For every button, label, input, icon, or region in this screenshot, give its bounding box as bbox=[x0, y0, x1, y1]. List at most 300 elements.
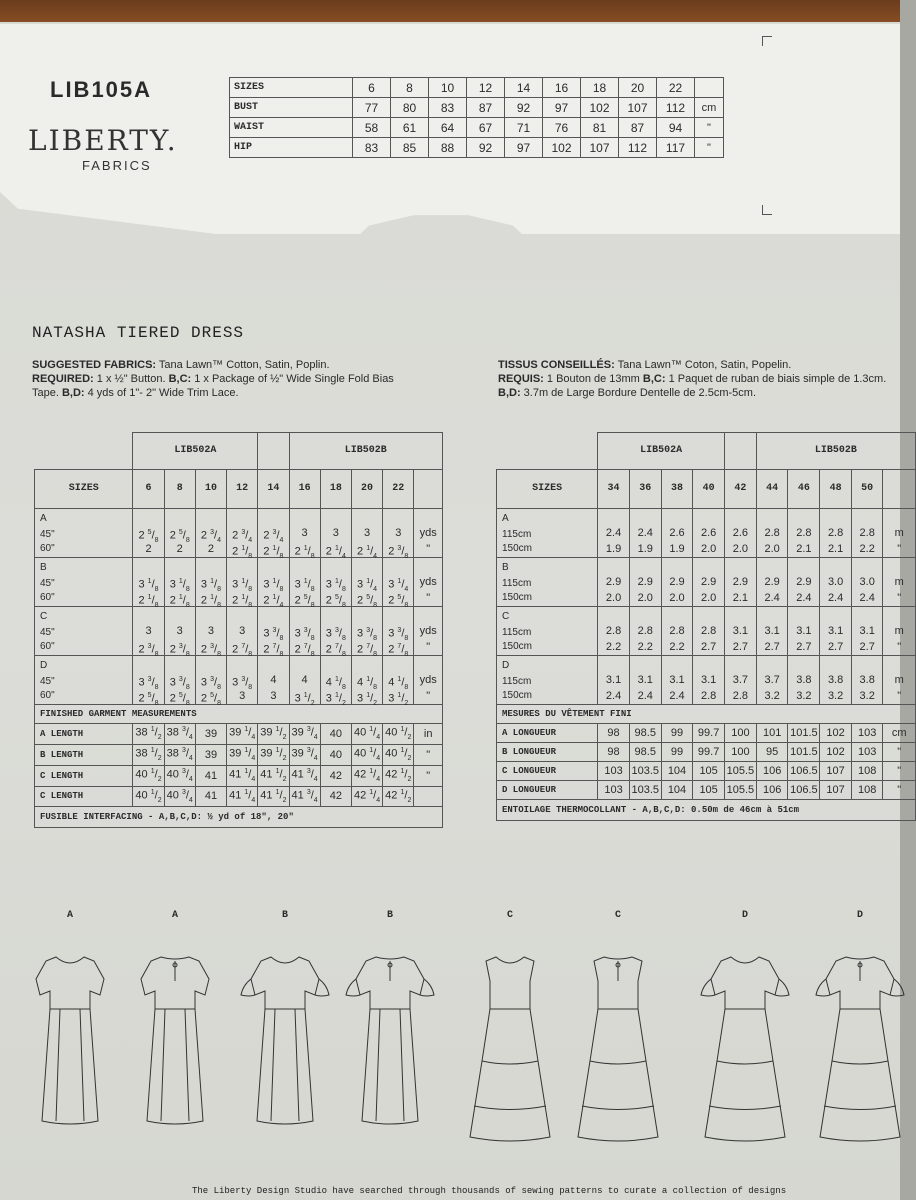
fabrics-line bbox=[32, 358, 452, 372]
yardage-table-french bbox=[496, 432, 916, 821]
yardage-value-1: 3.8 bbox=[827, 674, 844, 686]
yardage-value-1: 3 bbox=[145, 625, 152, 637]
yardage-value-1: 3 $^1/_8$ bbox=[325, 578, 346, 593]
unit-2: " bbox=[426, 641, 431, 653]
yardage-value-1: 3 bbox=[176, 625, 183, 637]
yardage-value-2: 2.4 bbox=[827, 592, 844, 604]
length-value-cell: 38 $^1/_2$ bbox=[133, 724, 164, 745]
yardage-cell bbox=[351, 558, 382, 607]
unit-1: yds bbox=[419, 625, 437, 637]
yardage-value-1: 2.8 bbox=[637, 625, 653, 637]
length-row bbox=[35, 744, 443, 765]
yardage-cell bbox=[693, 656, 725, 705]
yardage-value-2: 3 bbox=[239, 690, 246, 702]
yardage-value-1: 2.8 bbox=[669, 625, 685, 637]
value-cell: 97 bbox=[505, 138, 543, 158]
sizes-label: SIZES bbox=[497, 470, 598, 509]
size-header-cell: 18 bbox=[320, 470, 351, 509]
yardage-value-1: 3.0 bbox=[859, 576, 875, 588]
value-cell: 107 bbox=[619, 98, 657, 118]
unit-cell: " bbox=[414, 765, 443, 786]
yardage-value-1: 4 bbox=[270, 674, 277, 686]
pattern-code: LIB105A bbox=[50, 77, 153, 102]
yardage-cell bbox=[820, 656, 852, 705]
length-label: A LONGUEUR bbox=[497, 724, 598, 743]
garment-view bbox=[125, 910, 225, 1150]
yardage-value-1: 3.1 bbox=[827, 625, 844, 637]
yardage-value-2: 2.0 bbox=[764, 543, 780, 555]
length-value-cell: 106.5 bbox=[788, 762, 820, 781]
length-value-cell: 101.5 bbox=[788, 743, 820, 762]
length-value-cell: 39 $^3/_4$ bbox=[289, 744, 320, 765]
yardage-cell bbox=[756, 558, 788, 607]
group-divider bbox=[258, 433, 289, 470]
yardage-value-1: 3.7 bbox=[764, 674, 780, 686]
view-label-cell bbox=[497, 509, 598, 558]
finished-measurements-label: MESURES DU VÊTEMENT FINI bbox=[497, 705, 916, 724]
yardage-value-1: 2.4 bbox=[637, 527, 653, 539]
value-cell: 77 bbox=[353, 98, 391, 118]
value-cell: 61 bbox=[391, 118, 429, 138]
yardage-value-2: 2.0 bbox=[700, 543, 717, 555]
view-letter: B bbox=[281, 910, 288, 921]
yardage-value-2: 2.2 bbox=[859, 543, 875, 555]
yardage-cell bbox=[693, 509, 725, 558]
bd-line bbox=[498, 386, 900, 400]
yardage-value-2: 1.9 bbox=[669, 543, 685, 555]
yardage-value-1: 4 $^1/_8$ bbox=[357, 676, 378, 691]
yardage-value-2: 2.7 bbox=[827, 641, 844, 653]
yardage-value-1: 2 $^3/_4$ bbox=[263, 529, 284, 544]
yardage-value-2: 2 $^1/_8$ bbox=[138, 594, 159, 609]
yardage-value-1: 3.1 bbox=[732, 625, 749, 637]
yardage-cell bbox=[133, 656, 164, 705]
yardage-cell bbox=[383, 509, 414, 558]
value-cell: 107 bbox=[581, 138, 619, 158]
required-label: REQUIRED: bbox=[32, 373, 94, 385]
yardage-value-1: 3.7 bbox=[732, 674, 749, 686]
value-cell: 83 bbox=[429, 98, 467, 118]
yardage-cell bbox=[788, 656, 820, 705]
yardage-value-2: 3.2 bbox=[859, 690, 875, 702]
yardage-value-1: 2.6 bbox=[669, 527, 685, 539]
unit-header-cell bbox=[414, 470, 443, 509]
yardage-cell bbox=[629, 656, 661, 705]
yardage-cell bbox=[133, 558, 164, 607]
yardage-cell bbox=[756, 607, 788, 656]
yardage-cell bbox=[788, 558, 820, 607]
length-value-cell: 41 bbox=[195, 786, 226, 807]
view-letter: D bbox=[502, 660, 510, 671]
unit-cell bbox=[414, 558, 443, 607]
yardage-cell bbox=[289, 607, 320, 656]
length-label: C LENGTH bbox=[35, 786, 133, 807]
size-header-cell: 48 bbox=[820, 470, 852, 509]
yardage-value-2: 1.9 bbox=[637, 543, 653, 555]
footer-text: The Liberty Design Studio have searched through thousands of sewing patterns to curate a collection of designs bbox=[192, 1186, 787, 1196]
garment-view bbox=[695, 910, 795, 1150]
yardage-value-2: 3.2 bbox=[764, 690, 780, 702]
length-value-cell: 41 $^1/_2$ bbox=[258, 765, 289, 786]
bc-text: 1 Paquet de ruban de biais simple de 1.3cm. bbox=[665, 373, 887, 385]
yardage-value-2: 2.4 bbox=[637, 690, 653, 702]
length-value-cell: 107 bbox=[820, 762, 852, 781]
yardage-value-2: 2.1 bbox=[827, 543, 844, 555]
yardage-value-1: 2.8 bbox=[764, 527, 780, 539]
yardage-value-1: 3 $^1/_4$ bbox=[357, 578, 378, 593]
yardage-value-1: 3 $^1/_8$ bbox=[200, 578, 221, 593]
yardage-value-2: 2 $^1/_4$ bbox=[263, 594, 284, 609]
view-yardage-row bbox=[35, 509, 443, 558]
view-letter: D bbox=[856, 910, 863, 921]
length-value-cell: 42 $^1/_4$ bbox=[351, 765, 382, 786]
bd-label: B,D: bbox=[61, 387, 85, 399]
width-2: 60" bbox=[40, 543, 55, 554]
yardage-value-2: 2 $^7/_8$ bbox=[232, 643, 253, 658]
yardage-value-1: 3 bbox=[239, 625, 246, 637]
unit-1: m bbox=[894, 674, 904, 686]
length-value-cell: 99.7 bbox=[693, 743, 725, 762]
view-yardage-row bbox=[497, 656, 916, 705]
yardage-value-2: 2 $^7/_8$ bbox=[388, 643, 409, 658]
pattern-title: NATASHA TIERED DRESS bbox=[32, 324, 245, 342]
fabrics-text: Tana Lawn™ Cotton, Satin, Poplin. bbox=[156, 359, 330, 371]
yardage-cell bbox=[289, 656, 320, 705]
unit-1: yds bbox=[419, 674, 437, 686]
yardage-value-2: 2.4 bbox=[605, 690, 622, 702]
yardage-value-1: 2 $^5/_8$ bbox=[138, 529, 159, 544]
size-header-cell: 20 bbox=[351, 470, 382, 509]
fabrics-label: TISSUS CONSEILLÉS: bbox=[498, 359, 615, 371]
unit-2: " bbox=[897, 543, 902, 555]
yardage-cell bbox=[661, 558, 693, 607]
view-label-cell bbox=[497, 607, 598, 656]
yardage-cell bbox=[195, 509, 226, 558]
size-cell: 10 bbox=[429, 78, 467, 98]
view-letter: C bbox=[40, 611, 48, 622]
empty-cell bbox=[497, 433, 598, 470]
yardage-value-1: 3.8 bbox=[859, 674, 875, 686]
unit-cell bbox=[883, 656, 916, 705]
required-text: 1 Bouton de 13mm bbox=[543, 373, 643, 385]
yardage-value-2: 3 $^1/_2$ bbox=[388, 692, 409, 707]
length-value-cell: 38 $^3/_4$ bbox=[164, 744, 195, 765]
view-label-cell bbox=[497, 558, 598, 607]
size-header-cell: 16 bbox=[289, 470, 320, 509]
waist-row bbox=[230, 118, 724, 138]
yardage-value-1: 2 $^5/_8$ bbox=[169, 529, 190, 544]
length-value-cell: 42 $^1/_4$ bbox=[351, 786, 382, 807]
yardage-value-1: 2.9 bbox=[669, 576, 685, 588]
brand-subtitle: FABRICS bbox=[82, 158, 152, 173]
value-cell: 80 bbox=[391, 98, 429, 118]
yardage-value-1: 3 $^1/_8$ bbox=[263, 578, 284, 593]
length-label: A LENGTH bbox=[35, 724, 133, 745]
yardage-cell bbox=[195, 656, 226, 705]
length-value-cell: 40 bbox=[320, 744, 351, 765]
width-2: 150cm bbox=[502, 543, 533, 554]
yardage-value-2: 2.0 bbox=[700, 592, 717, 604]
yardage-cell bbox=[820, 509, 852, 558]
hip-row bbox=[230, 138, 724, 158]
yardage-cell bbox=[756, 509, 788, 558]
unit-cell bbox=[414, 656, 443, 705]
yardage-cell bbox=[227, 509, 258, 558]
yardage-value-1: 2.8 bbox=[605, 625, 622, 637]
finished-measurements-label: FINISHED GARMENT MEASUREMENTS bbox=[35, 705, 443, 724]
width-1: 45" bbox=[40, 578, 55, 589]
length-value-cell: 106 bbox=[756, 762, 788, 781]
fabrics-label: SUGGESTED FABRICS: bbox=[32, 359, 157, 371]
yardage-value-2: 2.7 bbox=[859, 641, 875, 653]
yardage-value-1: 3 bbox=[207, 625, 215, 637]
yardage-value-2: 2 $^5/_8$ bbox=[357, 594, 378, 609]
yardage-value-1: 3.0 bbox=[827, 576, 844, 588]
sizes-header-row bbox=[497, 470, 916, 509]
yardage-value-2: 2.7 bbox=[700, 641, 717, 653]
yardage-cell bbox=[724, 509, 756, 558]
view-letter: A bbox=[171, 910, 178, 921]
value-cell: 83 bbox=[353, 138, 391, 158]
unit-cell bbox=[883, 509, 916, 558]
unit-2: " bbox=[897, 592, 902, 604]
yardage-cell bbox=[661, 607, 693, 656]
yardage-value-1: 4 $^1/_8$ bbox=[388, 676, 409, 691]
required-text: 1 x ½" Button. bbox=[93, 373, 169, 385]
yardage-value-2: 3 $^1/_2$ bbox=[357, 692, 378, 707]
length-row bbox=[35, 765, 443, 786]
yardage-value-2: 2.8 bbox=[700, 690, 717, 702]
fabrics-line bbox=[498, 358, 900, 372]
view-letter: C bbox=[506, 910, 513, 921]
size-header-cell: 12 bbox=[227, 470, 258, 509]
length-value-cell: 41 bbox=[195, 765, 226, 786]
bc-label: B,C: bbox=[168, 373, 192, 385]
yardage-cell bbox=[351, 607, 382, 656]
yardage-cell bbox=[724, 607, 756, 656]
empty-cell bbox=[35, 433, 133, 470]
unit-cell: " bbox=[414, 744, 443, 765]
yardage-cell bbox=[629, 607, 661, 656]
value-cell: 94 bbox=[657, 118, 695, 138]
yardage-value-2: 2.0 bbox=[637, 592, 653, 604]
size-header-cell: 10 bbox=[195, 470, 226, 509]
length-value-cell: 105 bbox=[693, 762, 725, 781]
bd-text: 4 yds of 1"- 2" Wide Trim Lace. bbox=[84, 387, 239, 399]
tape-line bbox=[32, 386, 452, 400]
pattern-group-row bbox=[35, 433, 443, 470]
length-value-cell: 106 bbox=[756, 781, 788, 800]
view-label-cell bbox=[35, 558, 133, 607]
yardage-value-2: 2 bbox=[176, 543, 183, 555]
yardage-value-2: 2 $^5/_8$ bbox=[169, 692, 190, 707]
yardage-value-1: 2 $^3/_4$ bbox=[232, 529, 253, 544]
unit-cell: " bbox=[883, 762, 916, 781]
width-1: 45" bbox=[40, 627, 55, 638]
yardage-value-2: 2 $^7/_8$ bbox=[263, 643, 284, 658]
yardage-value-1: 2 $^3/_4$ bbox=[200, 529, 221, 544]
yardage-cell bbox=[164, 656, 195, 705]
length-value-cell: 103 bbox=[598, 781, 630, 800]
size-header-cell: 44 bbox=[756, 470, 788, 509]
length-value-cell: 40 bbox=[320, 724, 351, 745]
view-label-cell bbox=[35, 656, 133, 705]
yardage-value-1: 2.6 bbox=[700, 527, 717, 539]
length-value-cell: 40 $^1/_2$ bbox=[383, 744, 414, 765]
yardage-value-1: 3 bbox=[332, 527, 339, 539]
group-a-header: LIB502A bbox=[598, 433, 725, 470]
yardage-value-2: 2 $^3/_8$ bbox=[200, 643, 221, 658]
length-value-cell: 41 $^3/_4$ bbox=[289, 786, 320, 807]
yardage-value-2: 2 $^1/_4$ bbox=[325, 545, 346, 560]
bc-label: B,C: bbox=[642, 373, 666, 385]
pattern-group-row bbox=[497, 433, 916, 470]
view-letter: B bbox=[502, 562, 509, 573]
length-value-cell: 99 bbox=[661, 743, 693, 762]
yardage-value-1: 2.9 bbox=[764, 576, 780, 588]
yardage-value-1: 4 bbox=[301, 674, 308, 686]
yardage-value-2: 2 $^7/_8$ bbox=[294, 643, 315, 658]
group-b-header: LIB502B bbox=[756, 433, 915, 470]
size-cell: 20 bbox=[619, 78, 657, 98]
yardage-value-1: 3 $^3/_8$ bbox=[263, 627, 284, 642]
yardage-cell bbox=[164, 509, 195, 558]
length-value-cell: 103 bbox=[851, 724, 883, 743]
sizes-header-row bbox=[35, 470, 443, 509]
yardage-value-2: 2 $^5/_8$ bbox=[294, 594, 315, 609]
length-row bbox=[35, 786, 443, 807]
unit-cell bbox=[883, 558, 916, 607]
yardage-cell bbox=[661, 656, 693, 705]
yardage-cell bbox=[289, 509, 320, 558]
yardage-value-2: 2.7 bbox=[796, 641, 812, 653]
length-value-cell: 41 $^3/_4$ bbox=[289, 765, 320, 786]
yardage-value-2: 3 $^1/_2$ bbox=[294, 692, 315, 707]
length-value-cell: 105.5 bbox=[724, 762, 756, 781]
length-label: B LENGTH bbox=[35, 744, 133, 765]
length-value-cell: 42 $^1/_2$ bbox=[383, 786, 414, 807]
yardage-value-1: 3 $^1/_8$ bbox=[232, 578, 253, 593]
length-row bbox=[497, 762, 916, 781]
yardage-value-2: 2.4 bbox=[796, 592, 812, 604]
size-header-cell: 50 bbox=[851, 470, 883, 509]
value-cell: 102 bbox=[581, 98, 619, 118]
length-value-cell: 42 bbox=[320, 765, 351, 786]
value-cell: 112 bbox=[657, 98, 695, 118]
unit-1: yds bbox=[419, 527, 437, 539]
length-value-cell: 95 bbox=[756, 743, 788, 762]
yardage-value-1: 3 $^3/_8$ bbox=[169, 676, 190, 691]
value-cell: 87 bbox=[467, 98, 505, 118]
unit-cell: " bbox=[695, 138, 724, 158]
yardage-cell bbox=[258, 656, 289, 705]
view-yardage-row bbox=[35, 607, 443, 656]
length-value-cell: 41 $^1/_4$ bbox=[227, 765, 258, 786]
unit-2: " bbox=[897, 641, 902, 653]
size-header-cell: 34 bbox=[598, 470, 630, 509]
length-value-cell: 103.5 bbox=[629, 762, 661, 781]
length-value-cell: 40 $^1/_2$ bbox=[133, 765, 164, 786]
technical-drawings bbox=[20, 910, 900, 1150]
view-label-cell bbox=[497, 656, 598, 705]
yardage-value-2: 2.4 bbox=[669, 690, 685, 702]
value-cell: 67 bbox=[467, 118, 505, 138]
yardage-cell bbox=[320, 656, 351, 705]
row-label: BUST bbox=[230, 98, 353, 118]
dress-drawing bbox=[568, 921, 668, 1151]
view-letter: C bbox=[502, 611, 510, 622]
value-cell: 112 bbox=[619, 138, 657, 158]
length-label: C LONGUEUR bbox=[497, 762, 598, 781]
yardage-value-1: 2.9 bbox=[637, 576, 653, 588]
width-2: 150cm bbox=[502, 592, 533, 603]
value-cell: 85 bbox=[391, 138, 429, 158]
yardage-cell bbox=[351, 656, 382, 705]
finished-measurements-row bbox=[497, 705, 916, 724]
yardage-cell bbox=[383, 558, 414, 607]
required-line bbox=[32, 372, 452, 386]
yardage-value-1: 2.9 bbox=[796, 576, 812, 588]
dress-drawing bbox=[695, 921, 795, 1151]
size-header-cell: 22 bbox=[383, 470, 414, 509]
view-yardage-row bbox=[35, 558, 443, 607]
unit-1: yds bbox=[419, 576, 437, 588]
length-row bbox=[497, 781, 916, 800]
length-value-cell: 99 bbox=[661, 724, 693, 743]
unit-cell bbox=[414, 607, 443, 656]
yardage-value-2: 2.2 bbox=[669, 641, 685, 653]
length-value-cell: 101 bbox=[756, 724, 788, 743]
yardage-value-2: 2.4 bbox=[859, 592, 875, 604]
yardage-value-2: 2 $^1/_8$ bbox=[294, 545, 315, 560]
unit-header-cell bbox=[883, 470, 916, 509]
interfacing-text: FUSIBLE INTERFACING - A,B,C,D: ½ yd of 18", 20" bbox=[35, 807, 443, 828]
yardage-value-1: 3 $^3/_8$ bbox=[325, 627, 346, 642]
yardage-value-2: 2 $^3/_8$ bbox=[169, 643, 190, 658]
yardage-cell bbox=[195, 558, 226, 607]
garment-view bbox=[568, 910, 668, 1150]
yardage-value-1: 2.9 bbox=[700, 576, 717, 588]
yardage-cell bbox=[289, 558, 320, 607]
yardage-cell bbox=[320, 509, 351, 558]
width-2: 60" bbox=[40, 592, 55, 603]
yardage-value-2: 2 bbox=[145, 543, 152, 555]
length-value-cell: 39 bbox=[195, 744, 226, 765]
tape-text: Tape. bbox=[32, 387, 62, 399]
row-label: WAIST bbox=[230, 118, 353, 138]
dress-drawing bbox=[20, 921, 120, 1151]
group-b-header: LIB502B bbox=[289, 433, 443, 470]
length-value-cell: 105.5 bbox=[724, 781, 756, 800]
yardage-value-1: 2.8 bbox=[700, 625, 717, 637]
interfacing-text: ENTOILAGE THERMOCOLLANT - A,B,C,D: 0.50m de 46cm à 51cm bbox=[497, 800, 916, 821]
yardage-value-1: 3 $^3/_8$ bbox=[232, 676, 253, 691]
group-a-header: LIB502A bbox=[133, 433, 258, 470]
unit-cell: in bbox=[414, 724, 443, 745]
yardage-cell bbox=[320, 558, 351, 607]
unit-2: " bbox=[426, 543, 431, 555]
unit-cell: " bbox=[695, 118, 724, 138]
unit-2: " bbox=[897, 690, 902, 702]
yardage-cell bbox=[195, 607, 226, 656]
yardage-value-2: 2.0 bbox=[605, 592, 622, 604]
length-value-cell: 104 bbox=[661, 762, 693, 781]
view-letter: D bbox=[741, 910, 748, 921]
yardage-cell bbox=[788, 509, 820, 558]
length-value-cell: 108 bbox=[851, 762, 883, 781]
length-value-cell: 101.5 bbox=[788, 724, 820, 743]
unit-cell bbox=[883, 607, 916, 656]
